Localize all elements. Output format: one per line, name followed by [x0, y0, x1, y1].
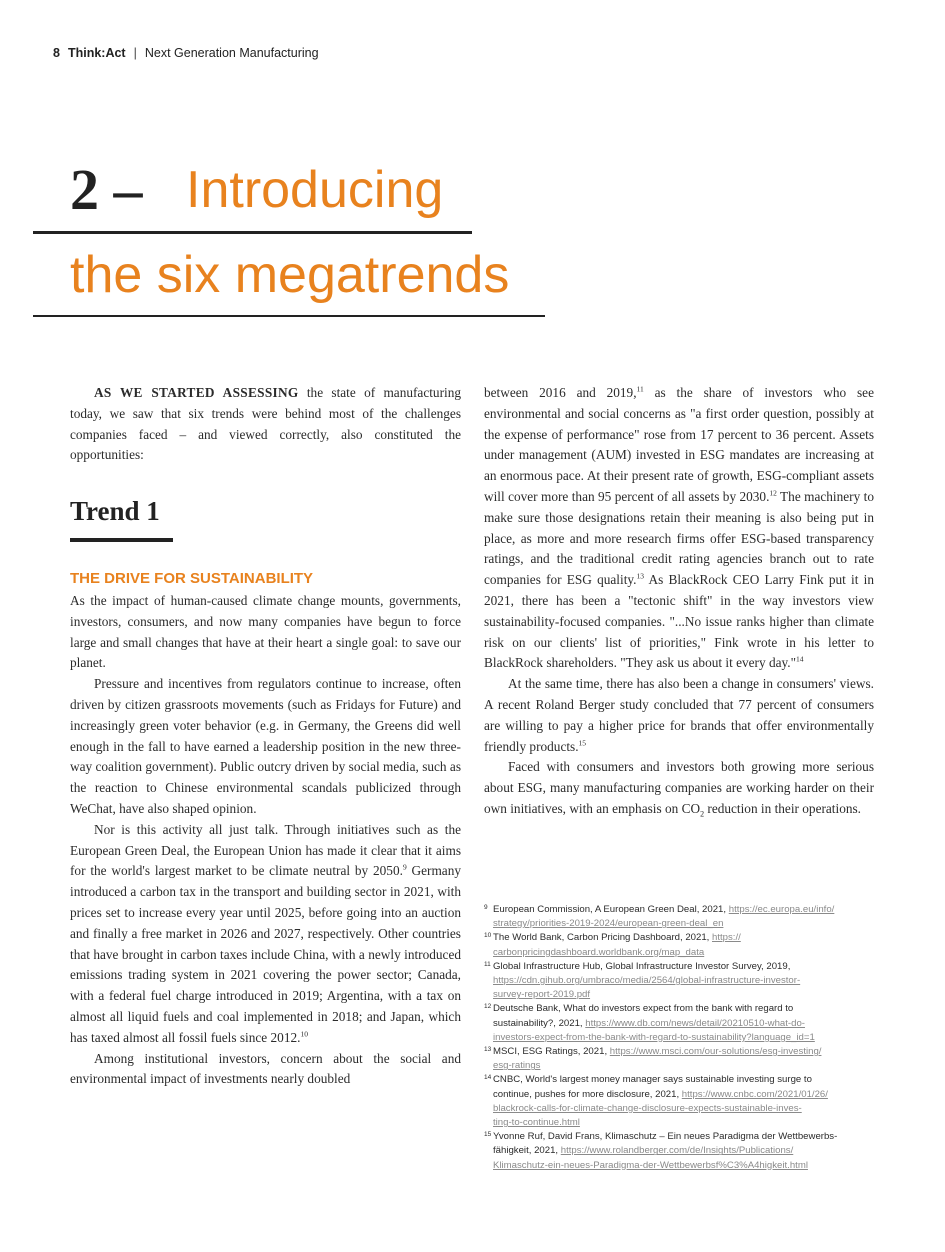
- trend-rule: [70, 538, 173, 542]
- right-paragraph-1: between 2016 and 2019,11 as the share of investors who see environmental and social concerns as "a first order question, possibly at the expense of performance" rose from 17 percent to 36 percent. Assets under management (AUM) invested in ESG mandates are increasing at an enormous pace. At their present rate of growth, ESG-compliant assets will cover more than 95 percent of all assets by 2030.12 The machinery to make sure those designations retain their meaning is also being put in place, as more and more research firms offer ESG-based transparency ratings, and the traditional credit rating agencies branch out to rate companies for ESG quality.$^{13}$ As BlackRock CEO Larry Fink put it in 2021, there has been a "tectonic shift" in the way investors view sustainability-focused companies. "...No issue ranks higher than climate risk on our clients' list of priorities," Fink wrote in his letter to BlackRock shareholders. "They ask us about it every day."$^{14}$: [484, 384, 874, 671]
- chapter-title-line1: Introducing: [186, 161, 444, 219]
- footnote-ref: 14: [796, 654, 804, 664]
- footnote-link[interactable]: Klimaschutz-ein-neues-Paradigma-der-Wettbewerbsf%C3%A4higkeit.html: [493, 1159, 808, 1171]
- footnote-item: 10 The World Bank, Carbon Pricing Dashboard, 2021, https:// carbonpricingdashboard.worldbank.org/map_data: [484, 932, 741, 958]
- footnote-link[interactable]: https://www.db.com/news/detail/20210510-what-do-: [585, 1017, 805, 1029]
- footnotes: [484, 903, 879, 1173]
- intro-text: the state of manufacturing today, we saw that six trends were behind most of the challenges companies faced – and viewed correctly, also constituted the opportunities:: [70, 385, 461, 463]
- footnote-ref: 11: [636, 384, 644, 394]
- footnote-link[interactable]: https://www.cnbc.com/2021/01/26/: [681, 1088, 828, 1100]
- title-rule-top: [33, 231, 472, 234]
- footnote-ref: 10: [300, 1029, 308, 1039]
- chapter-title-line2: the six megatrends: [70, 246, 510, 304]
- footnote-ref: 13: [636, 571, 644, 581]
- footnote-link[interactable]: https://: [712, 932, 741, 944]
- footnote-ref: 9: [402, 862, 407, 872]
- footnote-item: 15 Yvonne Ruf, David Frans, Klimaschutz – Ein neues Paradigma der Wettbewerbs- fähigkeit, 2021, https://www.rolandberger.com/de/Insights/Publications/ Klimaschutz-ein-neues-Paradigma-der-Wettbewerbsf%C3%A4higkeit.html: [484, 1131, 838, 1171]
- footnote-item: 12 Deutsche Bank, What do investors expect from the bank with regard to sustainability?, 2021, https://www.db.com/news/detail/20210510-what-do- investors-expect-from-the-bank-with-regard-to-sustainability?language_id=1: [484, 1003, 815, 1043]
- footnote-item: 9 European Commission, A European Green Deal, 2021, https://ec.europa.eu/info/ strategy/priorities-2019-2024/european-green-deal_en: [484, 904, 835, 930]
- page-number: 8: [53, 46, 60, 60]
- trend-subheading: THE DRIVE FOR SUSTAINABILITY: [70, 570, 314, 587]
- left-paragraph-4: Among institutional investors, concern about the social and environmental impact of investments nearly doubled: [70, 1050, 461, 1087]
- chapter-number: 2 –: [70, 157, 143, 222]
- footnote-link[interactable]: ting-to-continue.html: [493, 1117, 580, 1129]
- footnote-link[interactable]: investors-expect-from-the-bank-with-regard-to-sustainability?language_id=1: [493, 1031, 815, 1043]
- footnote-link[interactable]: survey-report-2019.pdf: [493, 989, 591, 1001]
- right-paragraph-3: Faced with consumers and investors both growing more serious about ESG, many manufacturing companies are working harder on their own initiatives, with an emphasis on $CO_2$ reduction in their operations.: [484, 759, 874, 819]
- footnote-link[interactable]: esg-ratings: [493, 1060, 541, 1072]
- left-paragraph-3: Nor is this activity all just talk. Through initiatives such as the European Green Deal, the European Union has made it clear that it aims for the world's largest market to be climate neutral by 2050.$^9$ Germany introduced a carbon tax in the transport and building sector in 2021, with prices set to increase every year until 2025, before going into an auction and finally a free market in 2026 and 2027, respectively. Other countries that have brought in carbon taxes include China, with a newly introduced emissions trading system in 2021 covering the power sector; Canada, with a federal fuel charge introduced in 2019; Argentina, with a tax on almost all liquid fuels and coal implemented in 2018; and Japan, which has taxed almost all fossil fuels since 2012.10: [70, 821, 461, 1045]
- footnote-item: 14 CNBC, World's largest money manager says sustainable investing surge to continue, pushes for more disclosure, 2021, https://www.cnbc.com/2021/01/26/ blackrock-calls-for-climate-change-disclosure-expects-sustainable-inves- ting-to-continue.html: [484, 1074, 828, 1129]
- footnote-ref: 15: [578, 738, 587, 748]
- footnote-link[interactable]: strategy/priorities-2019-2024/european-green-deal_en: [493, 918, 724, 930]
- footnote-link[interactable]: carbonpricingdashboard.worldbank.org/map_data: [493, 946, 705, 958]
- page-header: [53, 46, 319, 60]
- footnote-link[interactable]: blackrock-calls-for-climate-change-disclosure-expects-sustainable-inves-: [493, 1102, 802, 1114]
- footnote-ref: 12: [769, 488, 777, 498]
- right-column-body: [484, 383, 874, 825]
- footnote-link[interactable]: https://ec.europa.eu/info/: [728, 904, 835, 915]
- left-column-body: [70, 591, 461, 1090]
- publication-title: Next Generation Manufacturing: [144, 46, 319, 60]
- brand-name: Think:Act: [67, 46, 126, 60]
- trend-heading: Trend 1: [70, 496, 160, 526]
- footnote-link[interactable]: https://www.rolandberger.com/de/Insights/Publications/: [560, 1145, 794, 1157]
- intro-paragraph: [70, 383, 461, 466]
- footnote-link[interactable]: https://www.msci.com/our-solutions/esg-investing/: [609, 1046, 822, 1058]
- left-paragraph-2: Pressure and incentives from regulators continue to increase, often driven by citizen grassroots movements (such as Fridays for Future) and increasingly green voter behavior (e.g. in Germany, the Greens did well enough in the fall to have earned a leadership position in the new three-way coalition government). Public outcry driven by social media, such as the reaction to Chinese environmental scandals publicized through WeChat, have also shaped opinion.: [70, 676, 461, 816]
- intro-lead: AS WE STARTED ASSESSING: [94, 385, 299, 400]
- footnote-item: 11 Global Infrastructure Hub, Global Infrastructure Investor Survey, 2019, https://cdn.gihub.org/umbraco/media/2564/global-infrastructure-investor- survey-report-2019.pdf: [484, 960, 801, 1001]
- title-rule-bottom: [33, 315, 545, 317]
- header-separator: |: [133, 46, 137, 60]
- footnote-link[interactable]: https://cdn.gihub.org/umbraco/media/2564/global-infrastructure-investor-: [493, 975, 801, 987]
- right-paragraph-2: At the same time, there has also been a change in consumers' views. A recent Roland Berger study concluded that 77 percent of consumers are willing to pay a higher price for brands that offer environmentally friendly products.$^{15}$: [484, 676, 874, 754]
- footnote-item: 13 MSCI, ESG Ratings, 2021, https://www.msci.com/our-solutions/esg-investing/ esg-ratings: [484, 1046, 822, 1072]
- left-paragraph-1: As the impact of human-caused climate change mounts, governments, investors, consumers, and now many companies have begun to force large and small changes that have at their heart a single goal: to save our planet.: [70, 593, 461, 671]
